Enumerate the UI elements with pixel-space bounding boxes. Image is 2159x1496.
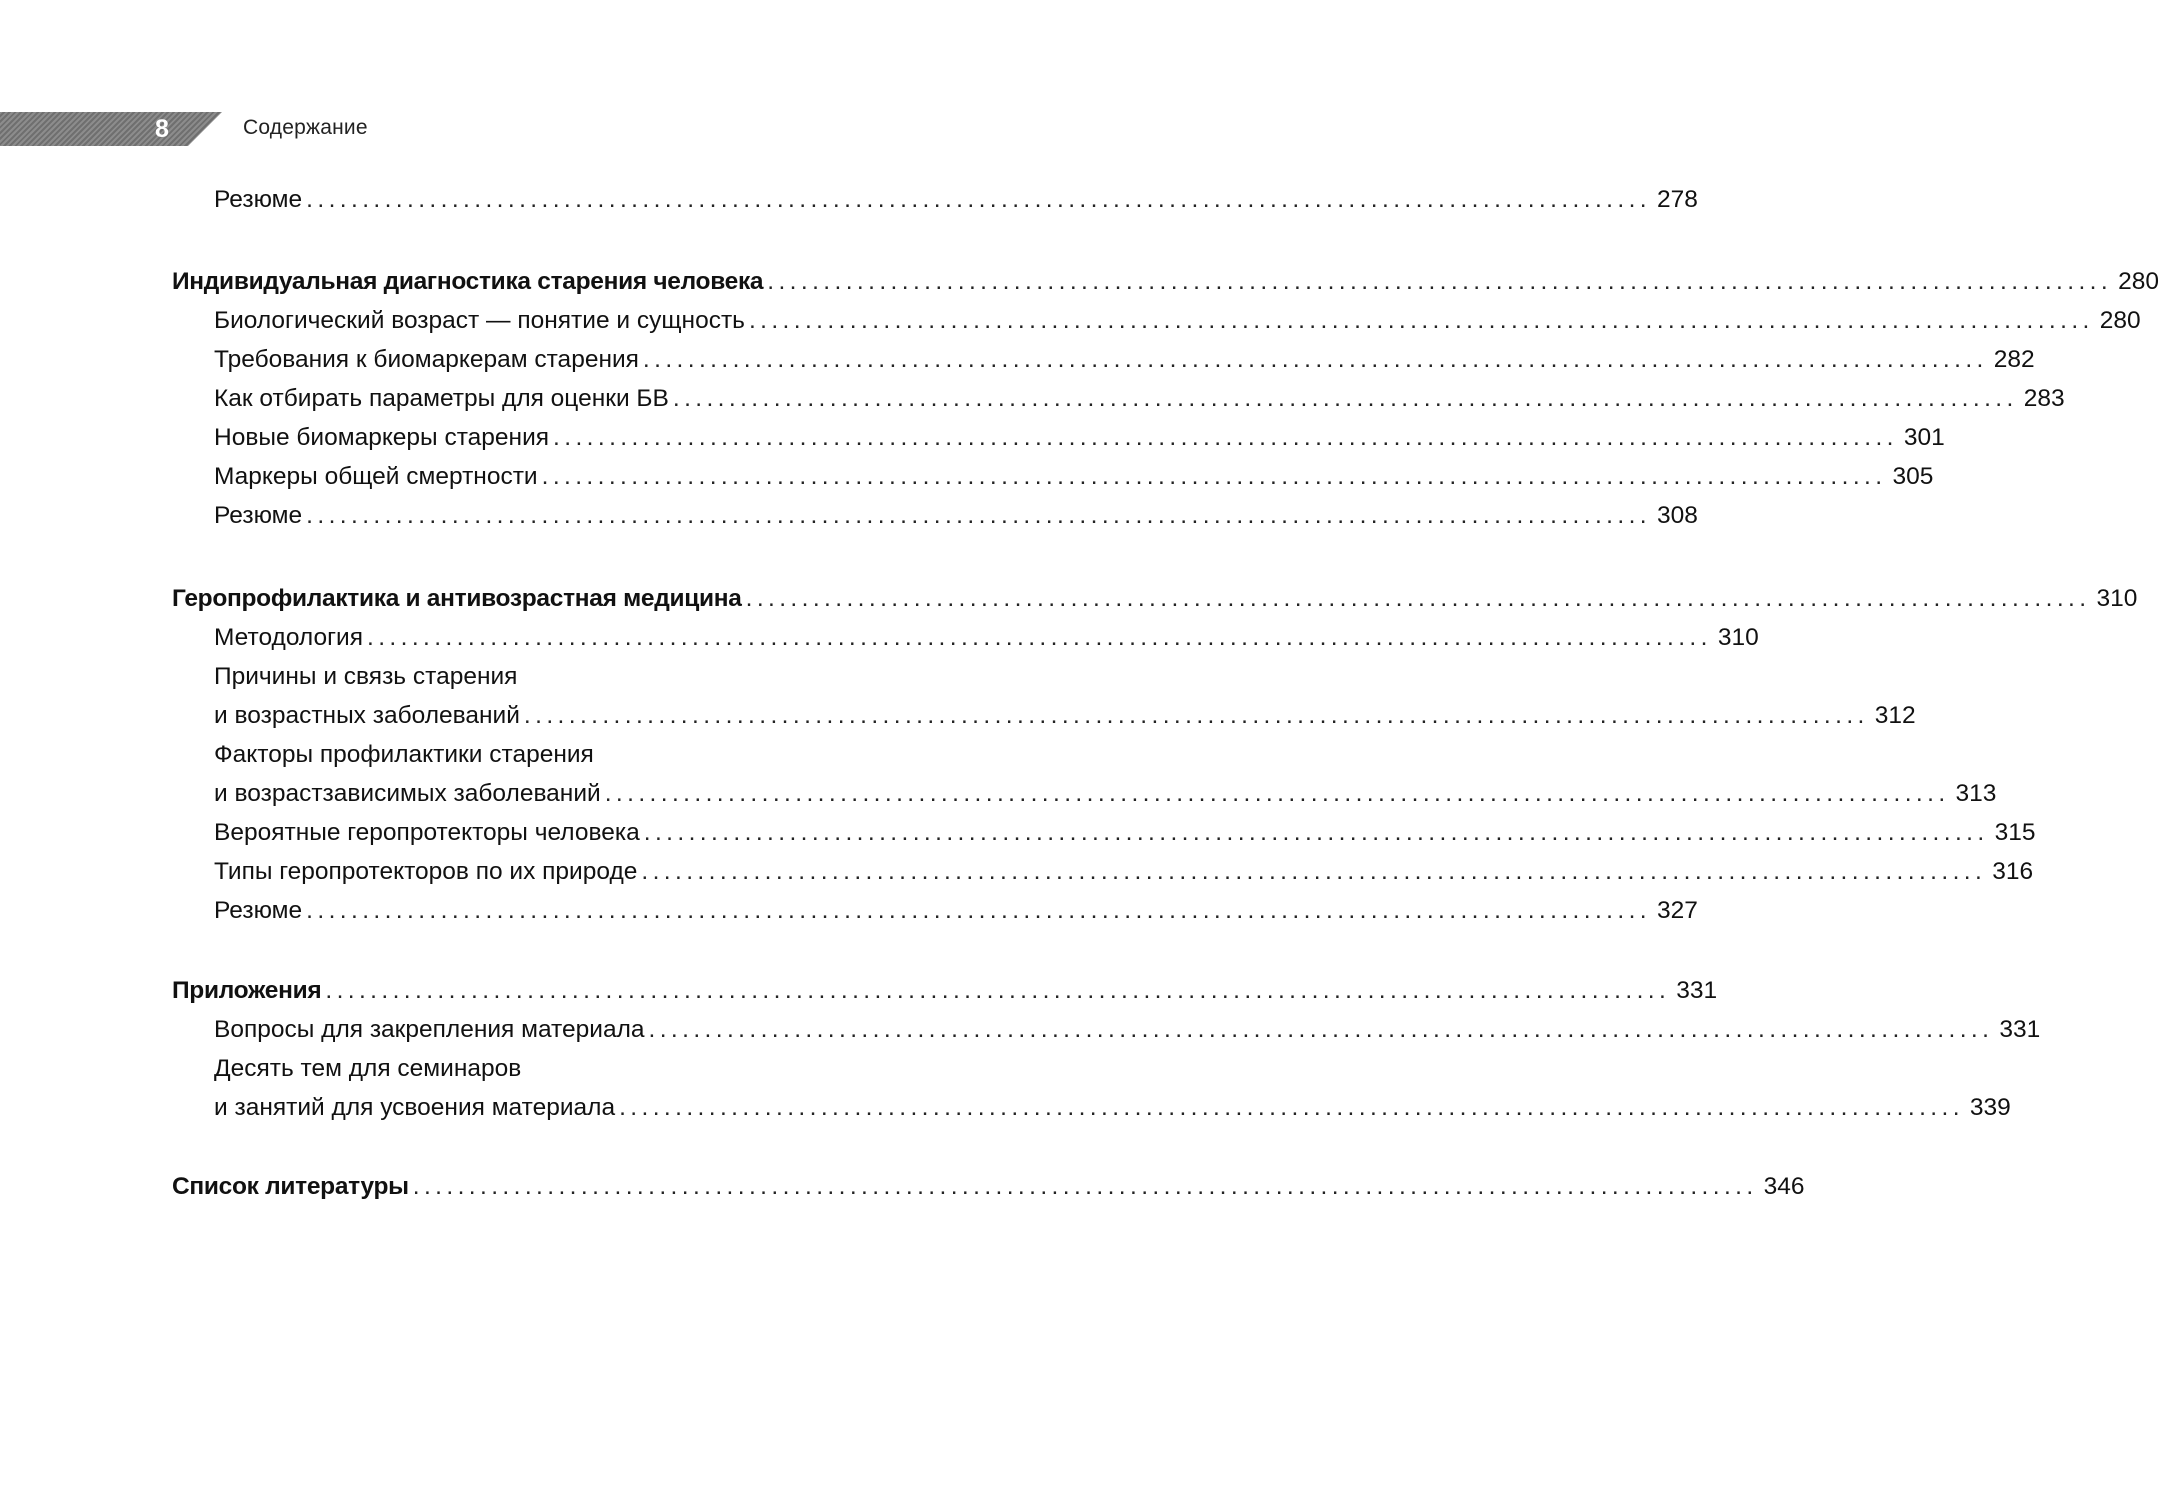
toc-entry-page: 301 [1903,424,1945,451]
dot-leader: ........................................................................................................................ [325,977,1671,1004]
dot-leader: ........................................................................................................................ [648,1016,1994,1043]
toc-entry-page: 282 [1993,346,2035,373]
toc-entry [214,891,1698,930]
running-title: Содержание [243,116,368,139]
toc-entry-title: Требования к биомаркерам старения [214,346,639,373]
dot-leader: ........................................................................................................................ [306,186,1651,213]
toc-entry [214,1088,2011,1127]
toc-entry [214,735,876,774]
toc-entry-page: 316 [1992,858,2034,885]
header-band [0,112,222,146]
toc-entry-title: Как отбирать параметры для оценки БВ [214,385,669,412]
toc-entry-page: 313 [1955,780,1997,807]
dot-leader: ........................................................................................................................ [306,502,1651,529]
toc-entry-page: 312 [1874,702,1916,729]
dot-leader: ........................................................................................................................ [642,346,1988,373]
toc-entry-title: Десять тем для семинаров [214,1055,522,1082]
toc-entry [214,418,1945,457]
dot-leader: ........................................................................................................................ [641,858,1987,885]
toc-entry-page: 346 [1763,1173,1805,1200]
toc-entry-title: Вероятные геропротекторы человека [214,819,640,846]
dot-leader: ........................................................................................................................ [412,1173,1758,1200]
toc-entry-page: 310 [2096,585,2138,612]
toc-entry [214,774,1997,813]
toc-entry-title: Резюме [214,897,303,924]
dot-leader: ........................................................................................................................ [553,424,1898,451]
dot-leader: ........................................................................................................................ [541,463,1887,490]
toc-entry-page: 310 [1717,624,1759,651]
toc-section-entry [172,262,2159,301]
toc-section-entry [172,579,2138,618]
toc-entry-title: Новые биомаркеры старения [214,424,550,451]
toc-entry [214,813,2036,852]
dot-leader: ........................................................................................................................ [767,268,2113,295]
toc-entry-title: Причины и связь старения [214,663,518,690]
toc-entry-title: Резюме [214,502,303,529]
toc-entry-title: и возрастзависимых заболеваний [214,780,601,807]
toc-section-entry [172,971,1718,1010]
toc-entry-title: Факторы профилактики старения [214,741,594,768]
toc-entry-page: 308 [1656,502,1698,529]
toc-entry-title: Индивидуальная диагностика старения человека [172,268,764,295]
page-number: 8 [155,115,169,143]
toc-entry [214,301,2141,340]
toc-entry-title: и занятий для усвоения материала [214,1094,616,1121]
toc-entry-page: 331 [1999,1016,2041,1043]
toc-entry-title: Биологический возраст — понятие и сущность [214,307,745,334]
toc-entry-page: 327 [1656,897,1698,924]
toc-entry [214,457,1934,496]
toc-entry-page: 305 [1892,463,1934,490]
dot-leader: ........................................................................................................................ [604,780,1950,807]
toc-entry-page: 283 [2023,385,2065,412]
toc-entry-page: 339 [1969,1094,2011,1121]
toc-entry [214,1010,2041,1049]
toc-entry [214,1049,876,1088]
toc-entry-page: 280 [2099,307,2141,334]
dot-leader: ........................................................................................................................ [748,307,2094,334]
toc-entry-title: Маркеры общей смертности [214,463,538,490]
dot-leader: ........................................................................................................................ [523,702,1869,729]
toc-entry-title: Типы геропротекторов по их природе [214,858,638,885]
toc-entry-title: Вопросы для закрепления материала [214,1016,645,1043]
toc-entry-title: Приложения [172,977,322,1004]
dot-leader: ........................................................................................................................ [643,819,1989,846]
toc-section-entry [172,1167,1805,1206]
toc-entry-page: 280 [2118,268,2159,295]
toc-entry-title: Резюме [214,186,303,213]
dot-leader: ........................................................................................................................ [745,585,2091,612]
dot-leader: ........................................................................................................................ [619,1094,1964,1121]
toc-entry-title: Методология [214,624,363,651]
toc-entry [214,657,876,696]
toc-entry [214,496,1698,535]
toc-entry-title: и возрастных заболеваний [214,702,520,729]
toc-entry-page: 278 [1656,186,1698,213]
dot-leader: ........................................................................................................................ [367,624,1712,651]
toc-entry [214,618,1759,657]
toc-entry [214,180,1698,219]
toc-entry-title: Геропрофилактика и антивозрастная медицина [172,585,742,612]
toc-entry-title: Список литературы [172,1173,409,1200]
dot-leader: ........................................................................................................................ [672,385,2018,412]
toc-entry-page: 331 [1676,977,1718,1004]
toc-entry [214,852,2034,891]
toc-entry [214,379,2065,418]
dot-leader: ........................................................................................................................ [306,897,1651,924]
toc-entry-page: 315 [1994,819,2036,846]
toc-entry [214,696,1916,735]
toc-entry [214,340,2035,379]
